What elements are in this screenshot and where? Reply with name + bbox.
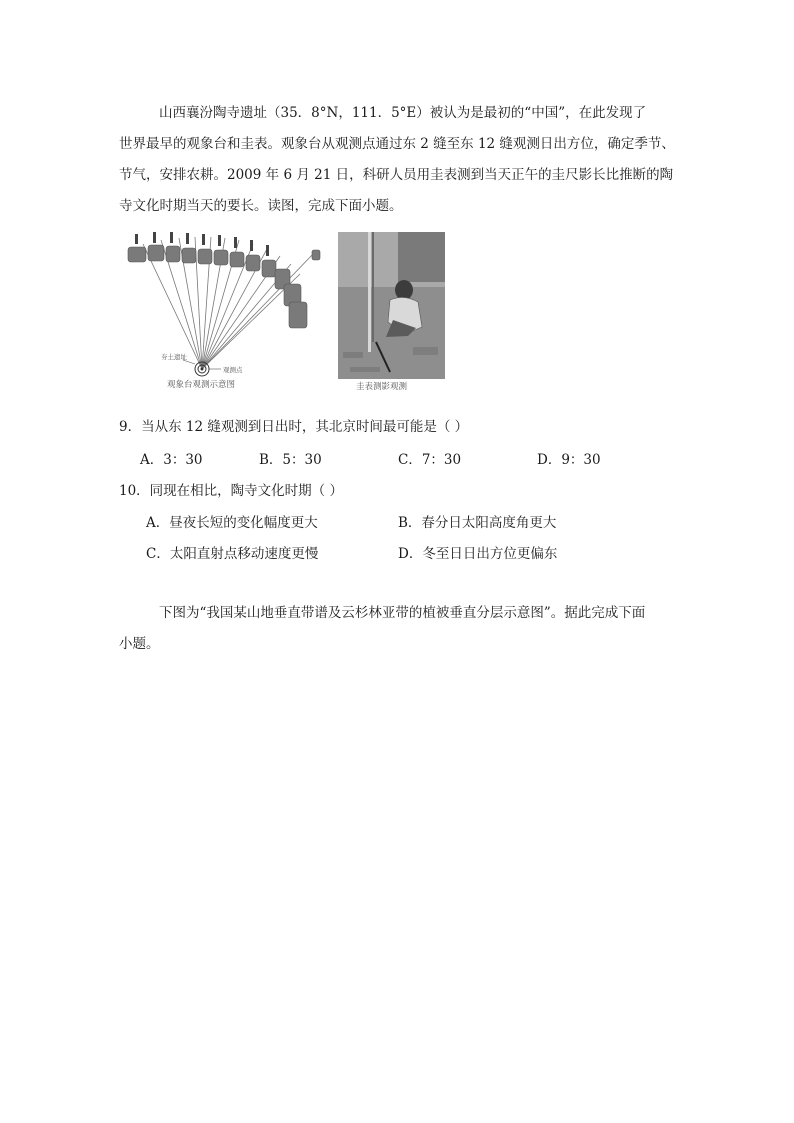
point-label: 观测点 bbox=[223, 366, 243, 374]
site-label: 夯土遗址 bbox=[161, 353, 187, 361]
intro-line-2: 世界最早的观象台和圭表。观象台从观测点通过东 2 缝至东 12 缝观测日出方位，确定季节、 bbox=[119, 136, 675, 152]
q10-option-b[interactable]: B．春分日太阳高度角更大 bbox=[398, 515, 557, 531]
gnomon-photo bbox=[338, 232, 445, 392]
q9-option-b[interactable]: B．5：30 bbox=[259, 452, 322, 468]
q9-option-d[interactable]: D．9：30 bbox=[537, 452, 601, 468]
observatory-diagram-svg bbox=[125, 232, 335, 392]
intro-line-3: 节气，安排农耕。2009 年 6 月 21 日，科研人员用圭表测到当天正午的圭尺影长比推断的陶 bbox=[119, 167, 674, 183]
q10-option-d[interactable]: D．冬至日日出方位更偏东 bbox=[398, 546, 558, 562]
right-caption: 圭表测影观测 bbox=[356, 382, 408, 392]
next-line-2: 小题。 bbox=[119, 636, 160, 652]
figure-area bbox=[125, 232, 455, 392]
q10-option-a[interactable]: A．昼夜长短的变化幅度更大 bbox=[146, 515, 318, 531]
left-caption: 观象台观测示意图 bbox=[167, 380, 236, 390]
next-paragraph bbox=[119, 598, 679, 660]
q10-option-c[interactable]: C．太阳直射点移动速度更慢 bbox=[146, 546, 319, 562]
q9-option-a[interactable]: A．3：30 bbox=[140, 452, 203, 468]
gnomon-photo-svg bbox=[338, 232, 445, 392]
q9-option-c[interactable]: C．7：30 bbox=[398, 452, 462, 468]
question-10-stem: 10．同现在相比，陶寺文化时期（ ） bbox=[119, 483, 343, 499]
intro-line-1: 山西襄汾陶寺遗址（35．8°N，111．5°E）被认为是最初的“中国”，在此发现了 bbox=[159, 105, 647, 121]
intro-paragraph bbox=[119, 98, 679, 222]
observatory-diagram bbox=[125, 232, 335, 392]
next-line-1: 下图为“我国某山地垂直带谱及云杉林亚带的植被垂直分层示意图”。据此完成下面 bbox=[159, 605, 646, 621]
question-9-stem: 9．当从东 12 缝观测到日出时，其北京时间最可能是（ ） bbox=[119, 419, 469, 435]
intro-line-4: 寺文化时期当天的要长。读图，完成下面小题。 bbox=[119, 198, 403, 214]
